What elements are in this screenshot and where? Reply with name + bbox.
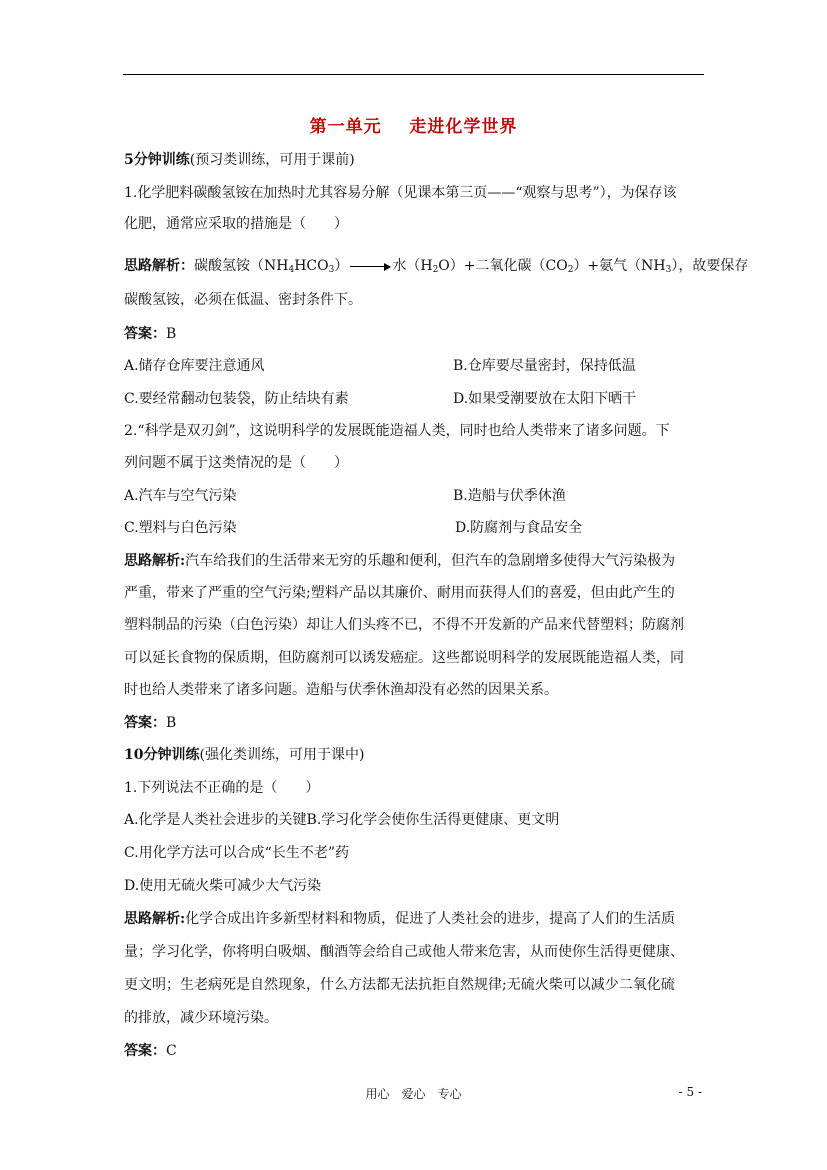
q1-option-b: B.仓库要尽量密封，保持低温 <box>453 358 636 374</box>
header-rule <box>123 74 704 75</box>
q2-line1: 2.“科学是双刃剑”，这说明科学的发展既能造福人类，同时也给人类带来了诸多问题。下 <box>124 423 670 439</box>
q3-options-ab: A.化学是人类社会进步的关键B.学习化学会使你生活得更健康、更文明 <box>124 812 560 828</box>
page-number: - 5 - <box>678 1085 702 1099</box>
q2-option-b: B.造船与伏季休渔 <box>453 488 566 504</box>
q1-option-c: C.要经常翻动包装袋，防止结块有素 <box>124 391 349 407</box>
q3-solution-line3: 更文明；生老病死是自然现象，什么方法都无法抗拒自然规律;无硫火柴可以减少二氧化硫 <box>124 977 675 993</box>
q2-option-a: A.汽车与空气污染 <box>124 488 237 504</box>
q1-line2: 化肥，通常应采取的措施是（ ） <box>124 216 348 232</box>
page-title: 第一单元 走进化学世界 <box>309 117 518 137</box>
q1-line1: 1.化学肥料碳酸氢铵在加热时尤其容易分解（见课本第三页——“观察与思考”），为保存该 <box>124 185 677 201</box>
q1-solution: 思路解析：碳酸氢铵$(NH_4HCO_3)$ 水$(H_2O)+$二氧化碳$(CO_2)+$氨气$(NH_3)$，故要保存 <box>124 258 749 275</box>
q1-option-a: A.储存仓库要注意通风 <box>124 358 265 374</box>
q1-answer: 答案：B <box>124 326 177 342</box>
q3-option-d: D.使用无硫火柴可减少大气污染 <box>124 878 322 894</box>
q3-answer: 答案：C <box>124 1043 177 1059</box>
section-10min: 10分钟训练(强化类训练，可用于课中) <box>124 747 365 763</box>
q2-solution-line5: 时也给人类带来了诸多问题。造船与伏季休渔却没有必然的因果关系。 <box>124 682 558 698</box>
q2-solution-line2: 严重，带来了严重的空气污染;塑料产品以其廉价、耐用而获得人们的喜爱，但由此产生的 <box>124 585 675 601</box>
q3-solution-line2: 量；学习化学，你将明白吸烟、酗酒等会给自己或他人带来危害，从而使你生活得更健康、 <box>124 944 684 960</box>
q3-line1: 1.下列说法不正确的是（ ） <box>124 780 320 796</box>
q2-solution-line3: 塑料制品的污染（白色污染）却让人们头疼不已，不得不开发新的产品来代替塑料；防腐剂 <box>124 617 684 633</box>
q1-solution-line2: 碳酸氢铵，必须在低温、密封条件下。 <box>124 292 362 308</box>
q3-option-c: C.用化学方法可以合成“长生不老”药 <box>124 845 349 861</box>
q2-solution-line1: 思路解析:汽车给我们的生活带来无穷的乐趣和便利，但汽车的急剧增多使得大气污染极为 <box>124 553 676 569</box>
section-5min: 5分钟训练(预习类训练，可用于课前) <box>124 152 355 168</box>
reaction-arrow-icon <box>350 266 390 267</box>
q2-answer: 答案：B <box>124 715 177 731</box>
q2-option-c: C.塑料与白色污染 <box>124 520 237 536</box>
q2-line2: 列问题不属于这类情况的是（ ） <box>124 455 348 471</box>
q1-option-d: D.如果受潮要放在太阳下晒干 <box>453 391 637 407</box>
q2-option-d: D.防腐剂与食品安全 <box>455 520 583 536</box>
q3-solution-line4: 的排放，减少环境污染。 <box>124 1010 278 1026</box>
q3-solution-line1: 思路解析:化学合成出许多新型材料和物质，促进了人类社会的进步，提高了人们的生活质 <box>124 911 676 927</box>
q2-solution-line4: 可以延长食物的保质期，但防腐剂可以诱发癌症。这些都说明科学的发展既能造福人类，同 <box>124 650 684 666</box>
footer-motto: 用心 爱心 专心 <box>365 1087 462 1101</box>
